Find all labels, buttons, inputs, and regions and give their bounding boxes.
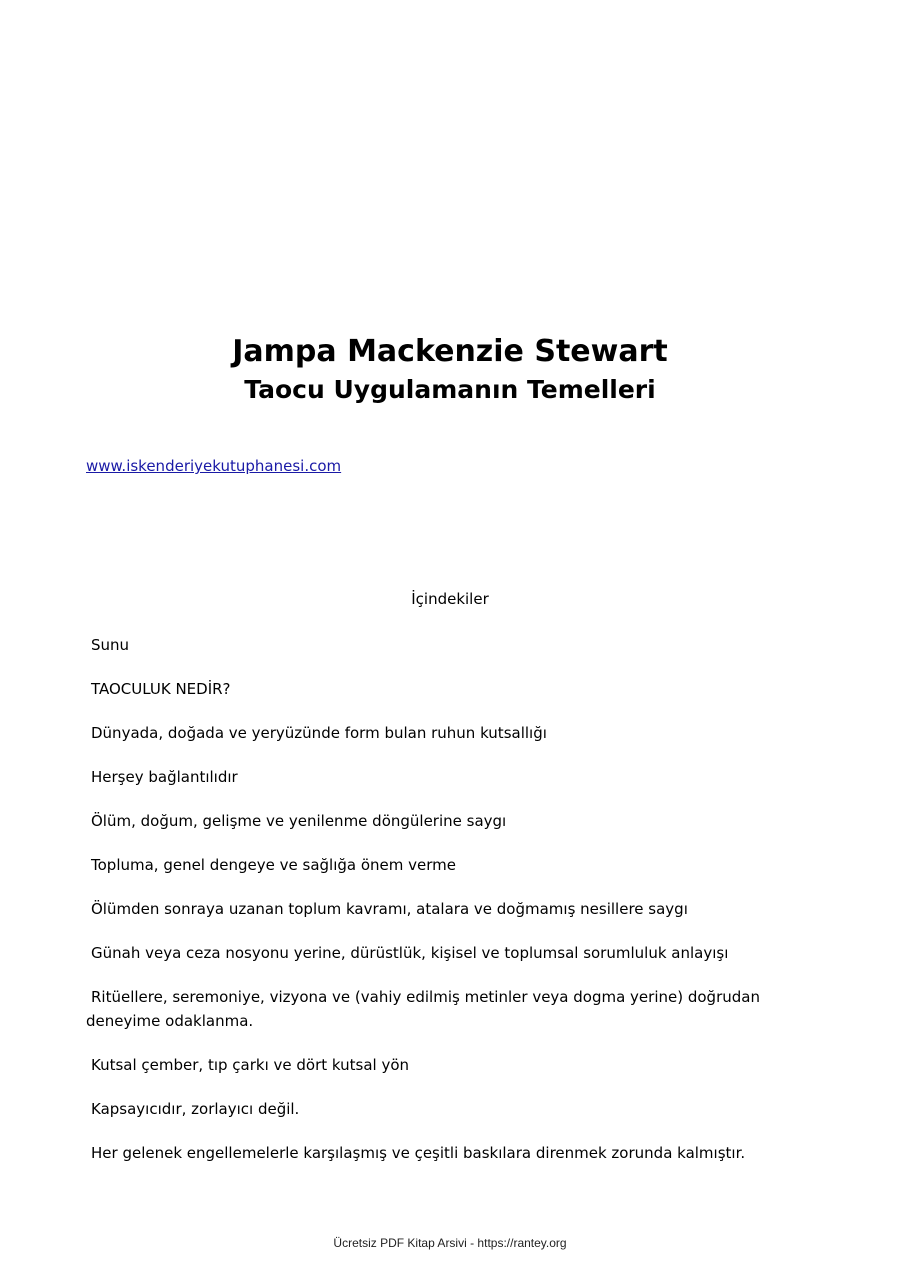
toc-item-denge: Topluma, genel dengeye ve sağlığa önem verme	[91, 856, 456, 874]
author-name: Jampa Mackenzie Stewart	[232, 334, 668, 369]
toc-item-kutsal-cember: Kutsal çember, tıp çarkı ve dört kutsal yön	[91, 1056, 410, 1074]
toc-item-gelenek: Her gelenek engellemelerle karşılaşmış ve çeşitli baskılara direnmek zorunda kalmıştır.	[91, 1144, 746, 1162]
book-title: Taocu Uygulamanın Temelleri	[244, 375, 656, 404]
toc-item-deneyim: Ritüellere, seremoniye, vizyona ve (vahiy edilmiş metinler veya dogma yerine) doğrudan deneyime odaklanma.	[86, 988, 760, 1030]
table-of-contents	[86, 633, 816, 1185]
title-block	[0, 332, 900, 408]
toc-item-sorumluluk: Günah veya ceza nosyonu yerine, dürüstlük, kişisel ve toplumsal sorumluluk anlayışı	[91, 944, 729, 962]
toc-item-atalar: Ölümden sonraya uzanan toplum kavramı, atalara ve doğmamış nesillere saygı	[91, 900, 688, 918]
toc-item-taoculuk-nedir: TAOCULUK NEDİR?	[91, 680, 231, 698]
toc-item-kapsayici: Kapsayıcıdır, zorlayıcı değil.	[91, 1100, 300, 1118]
website-link[interactable]: www.iskenderiyekutuphanesi.com	[86, 457, 342, 475]
toc-item-kutsallik: Dünyada, doğada ve yeryüzünde form bulan ruhun kutsallığı	[91, 724, 547, 742]
toc-item-sunu: Sunu	[91, 636, 130, 654]
toc-heading: İçindekiler	[411, 590, 489, 608]
footer-text: Ücretsiz PDF Kitap Arsivi - https://rantey.org	[333, 1236, 567, 1250]
toc-item-baglantili: Herşey bağlantılıdır	[91, 768, 238, 786]
toc-item-donguler: Ölüm, doğum, gelişme ve yenilenme döngülerine saygı	[91, 812, 507, 830]
